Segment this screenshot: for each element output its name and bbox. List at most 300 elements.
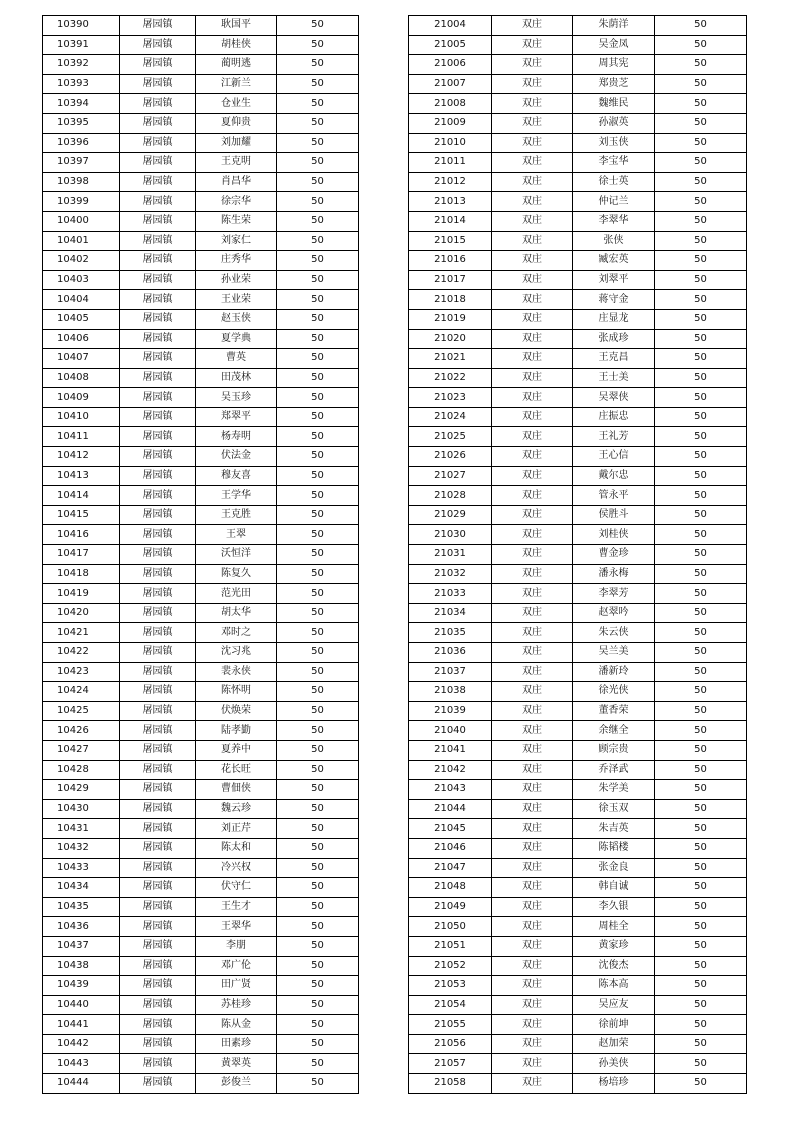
name-cell: 沈俊杰: [573, 956, 655, 976]
table-row: [43, 838, 359, 858]
name-cell: 余继全: [573, 721, 655, 741]
town-cell: 屠园镇: [120, 153, 196, 173]
town-cell: 屠园镇: [120, 192, 196, 212]
amount-cell: 50: [655, 780, 747, 800]
table-row: [409, 309, 747, 329]
town-cell: 屠园镇: [120, 16, 196, 36]
name-cell: 徐士英: [573, 172, 655, 192]
table-row: [409, 956, 747, 976]
name-cell: 吴金凤: [573, 35, 655, 55]
amount-cell: 50: [655, 701, 747, 721]
name-cell: 陈复久: [196, 564, 277, 584]
id-cell: 10409: [43, 388, 120, 408]
name-cell: 管永平: [573, 486, 655, 506]
id-cell: 21053: [409, 976, 492, 996]
town-cell: 屠园镇: [120, 505, 196, 525]
name-cell: 朱学美: [573, 780, 655, 800]
name-cell: 臧宏英: [573, 251, 655, 271]
name-cell: 刘家仁: [196, 231, 277, 251]
name-cell: 乔泽武: [573, 760, 655, 780]
table-row: [409, 662, 747, 682]
town-cell: 双庄: [492, 682, 573, 702]
table-row: [43, 153, 359, 173]
town-cell: 双庄: [492, 917, 573, 937]
amount-cell: 50: [277, 368, 359, 388]
id-cell: 10410: [43, 407, 120, 427]
town-cell: 双庄: [492, 858, 573, 878]
id-cell: 10432: [43, 838, 120, 858]
table-row: [43, 133, 359, 153]
id-cell: 10426: [43, 721, 120, 741]
table-row: [43, 584, 359, 604]
amount-cell: 50: [655, 16, 747, 36]
town-cell: 双庄: [492, 55, 573, 75]
town-cell: 双庄: [492, 329, 573, 349]
id-cell: 21011: [409, 153, 492, 173]
id-cell: 21030: [409, 525, 492, 545]
amount-cell: 50: [655, 211, 747, 231]
town-cell: 双庄: [492, 564, 573, 584]
name-cell: 赵玉侠: [196, 309, 277, 329]
town-cell: 屠园镇: [120, 251, 196, 271]
table-row: [43, 956, 359, 976]
amount-cell: 50: [277, 486, 359, 506]
amount-cell: 50: [655, 897, 747, 917]
left-table-body: [43, 16, 359, 1094]
table-row: [409, 251, 747, 271]
name-cell: 王克胜: [196, 505, 277, 525]
name-cell: 王心信: [573, 447, 655, 467]
table-row: [409, 838, 747, 858]
town-cell: 屠园镇: [120, 897, 196, 917]
table-row: [43, 623, 359, 643]
id-cell: 21046: [409, 838, 492, 858]
table-row: [43, 388, 359, 408]
id-cell: 21037: [409, 662, 492, 682]
town-cell: 屠园镇: [120, 427, 196, 447]
name-cell: 曹金珍: [573, 545, 655, 565]
id-cell: 10430: [43, 799, 120, 819]
id-cell: 10418: [43, 564, 120, 584]
name-cell: 魏云珍: [196, 799, 277, 819]
amount-cell: 50: [277, 995, 359, 1015]
table-row: [43, 55, 359, 75]
id-cell: 21029: [409, 505, 492, 525]
name-cell: 田茂林: [196, 368, 277, 388]
amount-cell: 50: [277, 701, 359, 721]
id-cell: 21050: [409, 917, 492, 937]
table-row: [43, 1074, 359, 1094]
table-row: [43, 251, 359, 271]
amount-cell: 50: [277, 407, 359, 427]
town-cell: 双庄: [492, 819, 573, 839]
table-row: [409, 603, 747, 623]
town-cell: 双庄: [492, 740, 573, 760]
table-row: [409, 466, 747, 486]
table-row: [409, 976, 747, 996]
name-cell: 徐宗华: [196, 192, 277, 212]
table-row: [43, 113, 359, 133]
name-cell: 郑翠平: [196, 407, 277, 427]
name-cell: 胡太华: [196, 603, 277, 623]
name-cell: 黄家珍: [573, 936, 655, 956]
id-cell: 10439: [43, 976, 120, 996]
table-row: [409, 682, 747, 702]
amount-cell: 50: [277, 976, 359, 996]
town-cell: 屠园镇: [120, 819, 196, 839]
amount-cell: 50: [277, 329, 359, 349]
name-cell: 王士美: [573, 368, 655, 388]
table-row: [409, 897, 747, 917]
town-cell: 双庄: [492, 349, 573, 369]
town-cell: 双庄: [492, 388, 573, 408]
id-cell: 10428: [43, 760, 120, 780]
id-cell: 10401: [43, 231, 120, 251]
name-cell: 陈本高: [573, 976, 655, 996]
name-cell: 裴永侠: [196, 662, 277, 682]
table-row: [409, 525, 747, 545]
table-row: [43, 368, 359, 388]
amount-cell: 50: [655, 94, 747, 114]
name-cell: 邓时之: [196, 623, 277, 643]
amount-cell: 50: [655, 368, 747, 388]
table-row: [43, 545, 359, 565]
town-cell: 双庄: [492, 368, 573, 388]
amount-cell: 50: [655, 447, 747, 467]
town-cell: 屠园镇: [120, 525, 196, 545]
name-cell: 徐光侠: [573, 682, 655, 702]
table-row: [409, 721, 747, 741]
id-cell: 21045: [409, 819, 492, 839]
amount-cell: 50: [277, 427, 359, 447]
name-cell: 朱云侠: [573, 623, 655, 643]
id-cell: 21013: [409, 192, 492, 212]
amount-cell: 50: [655, 505, 747, 525]
amount-cell: 50: [277, 623, 359, 643]
town-cell: 屠园镇: [120, 113, 196, 133]
id-cell: 10425: [43, 701, 120, 721]
name-cell: 刘翠平: [573, 270, 655, 290]
amount-cell: 50: [277, 643, 359, 663]
town-cell: 双庄: [492, 231, 573, 251]
table-row: [409, 74, 747, 94]
id-cell: 10429: [43, 780, 120, 800]
table-row: [43, 976, 359, 996]
town-cell: 双庄: [492, 290, 573, 310]
town-cell: 双庄: [492, 133, 573, 153]
id-cell: 10416: [43, 525, 120, 545]
amount-cell: 50: [655, 956, 747, 976]
amount-cell: 50: [277, 94, 359, 114]
table-row: [43, 819, 359, 839]
id-cell: 10404: [43, 290, 120, 310]
amount-cell: 50: [655, 329, 747, 349]
amount-cell: 50: [277, 388, 359, 408]
id-cell: 10398: [43, 172, 120, 192]
name-cell: 徐玉双: [573, 799, 655, 819]
id-cell: 21033: [409, 584, 492, 604]
id-cell: 10412: [43, 447, 120, 467]
amount-cell: 50: [655, 603, 747, 623]
town-cell: 双庄: [492, 172, 573, 192]
id-cell: 10443: [43, 1054, 120, 1074]
amount-cell: 50: [277, 936, 359, 956]
amount-cell: 50: [655, 1015, 747, 1035]
name-cell: 魏维民: [573, 94, 655, 114]
table-row: [409, 290, 747, 310]
table-row: [409, 192, 747, 212]
table-row: [43, 427, 359, 447]
amount-cell: 50: [655, 388, 747, 408]
amount-cell: 50: [655, 643, 747, 663]
id-cell: 21036: [409, 643, 492, 663]
amount-cell: 50: [655, 917, 747, 937]
id-cell: 21039: [409, 701, 492, 721]
id-cell: 10390: [43, 16, 120, 36]
amount-cell: 50: [277, 838, 359, 858]
name-cell: 王翠: [196, 525, 277, 545]
id-cell: 10403: [43, 270, 120, 290]
amount-cell: 50: [277, 447, 359, 467]
town-cell: 双庄: [492, 701, 573, 721]
name-cell: 刘加耀: [196, 133, 277, 153]
id-cell: 21012: [409, 172, 492, 192]
amount-cell: 50: [655, 113, 747, 133]
id-cell: 10434: [43, 878, 120, 898]
name-cell: 朱荫洋: [573, 16, 655, 36]
name-cell: 陈生荣: [196, 211, 277, 231]
table-row: [43, 721, 359, 741]
town-cell: 双庄: [492, 35, 573, 55]
town-cell: 屠园镇: [120, 329, 196, 349]
town-cell: 双庄: [492, 780, 573, 800]
amount-cell: 50: [655, 976, 747, 996]
name-cell: 王翠华: [196, 917, 277, 937]
town-cell: 双庄: [492, 956, 573, 976]
table-row: [43, 936, 359, 956]
name-cell: 伏法金: [196, 447, 277, 467]
table-row: [43, 290, 359, 310]
name-cell: 张侠: [573, 231, 655, 251]
id-cell: 21043: [409, 780, 492, 800]
table-row: [409, 55, 747, 75]
name-cell: 孙业荣: [196, 270, 277, 290]
table-row: [409, 858, 747, 878]
amount-cell: 50: [277, 251, 359, 271]
town-cell: 双庄: [492, 505, 573, 525]
id-cell: 21041: [409, 740, 492, 760]
amount-cell: 50: [277, 545, 359, 565]
town-cell: 屠园镇: [120, 466, 196, 486]
town-cell: 屠园镇: [120, 603, 196, 623]
town-cell: 屠园镇: [120, 838, 196, 858]
name-cell: 夏养中: [196, 740, 277, 760]
name-cell: 董香荣: [573, 701, 655, 721]
town-cell: 双庄: [492, 447, 573, 467]
amount-cell: 50: [277, 682, 359, 702]
id-cell: 21047: [409, 858, 492, 878]
amount-cell: 50: [655, 35, 747, 55]
table-row: [43, 466, 359, 486]
table-row: [409, 1015, 747, 1035]
town-cell: 屠园镇: [120, 564, 196, 584]
amount-cell: 50: [655, 1074, 747, 1094]
table-row: [409, 407, 747, 427]
amount-cell: 50: [277, 1034, 359, 1054]
town-cell: 屠园镇: [120, 623, 196, 643]
amount-cell: 50: [277, 505, 359, 525]
town-cell: 双庄: [492, 623, 573, 643]
name-cell: 侯胜斗: [573, 505, 655, 525]
id-cell: 10405: [43, 309, 120, 329]
town-cell: 屠园镇: [120, 1054, 196, 1074]
amount-cell: 50: [277, 897, 359, 917]
id-cell: 10408: [43, 368, 120, 388]
table-row: [43, 701, 359, 721]
town-cell: 双庄: [492, 799, 573, 819]
town-cell: 双庄: [492, 525, 573, 545]
id-cell: 21022: [409, 368, 492, 388]
town-cell: 屠园镇: [120, 388, 196, 408]
name-cell: 韩自诚: [573, 878, 655, 898]
id-cell: 21008: [409, 94, 492, 114]
table-row: [43, 270, 359, 290]
town-cell: 屠园镇: [120, 721, 196, 741]
name-cell: 李翠芳: [573, 584, 655, 604]
town-cell: 双庄: [492, 643, 573, 663]
town-cell: 屠园镇: [120, 133, 196, 153]
id-cell: 21028: [409, 486, 492, 506]
name-cell: 徐前坤: [573, 1015, 655, 1035]
table-row: [409, 740, 747, 760]
name-cell: 邓广伦: [196, 956, 277, 976]
town-cell: 双庄: [492, 760, 573, 780]
name-cell: 冷兴权: [196, 858, 277, 878]
table-row: [409, 780, 747, 800]
table-row: [409, 545, 747, 565]
town-cell: 屠园镇: [120, 368, 196, 388]
town-cell: 屠园镇: [120, 976, 196, 996]
amount-cell: 50: [277, 584, 359, 604]
table-row: [409, 447, 747, 467]
table-row: [43, 1034, 359, 1054]
town-cell: 双庄: [492, 1054, 573, 1074]
town-cell: 双庄: [492, 584, 573, 604]
name-cell: 庄振忠: [573, 407, 655, 427]
id-cell: 10444: [43, 1074, 120, 1094]
id-cell: 10427: [43, 740, 120, 760]
name-cell: 吴玉珍: [196, 388, 277, 408]
table-row: [409, 16, 747, 36]
town-cell: 双庄: [492, 897, 573, 917]
amount-cell: 50: [655, 662, 747, 682]
table-row: [409, 35, 747, 55]
table-row: [409, 505, 747, 525]
name-cell: 王生才: [196, 897, 277, 917]
amount-cell: 50: [655, 251, 747, 271]
town-cell: 屠园镇: [120, 349, 196, 369]
name-cell: 李翠华: [573, 211, 655, 231]
id-cell: 10435: [43, 897, 120, 917]
table-row: [43, 603, 359, 623]
amount-cell: 50: [277, 740, 359, 760]
name-cell: 蔺明逃: [196, 55, 277, 75]
name-cell: 张金良: [573, 858, 655, 878]
id-cell: 21058: [409, 1074, 492, 1094]
town-cell: 屠园镇: [120, 936, 196, 956]
town-cell: 双庄: [492, 466, 573, 486]
town-cell: 双庄: [492, 976, 573, 996]
name-cell: 伏焕荣: [196, 701, 277, 721]
table-row: [409, 270, 747, 290]
town-cell: 双庄: [492, 270, 573, 290]
table-row: [409, 760, 747, 780]
name-cell: 陈太和: [196, 838, 277, 858]
town-cell: 屠园镇: [120, 486, 196, 506]
id-cell: 10421: [43, 623, 120, 643]
name-cell: 耿国平: [196, 16, 277, 36]
name-cell: 范光田: [196, 584, 277, 604]
amount-cell: 50: [655, 838, 747, 858]
id-cell: 21038: [409, 682, 492, 702]
id-cell: 10438: [43, 956, 120, 976]
table-row: [43, 643, 359, 663]
table-row: [43, 231, 359, 251]
amount-cell: 50: [277, 603, 359, 623]
id-cell: 21007: [409, 74, 492, 94]
amount-cell: 50: [277, 74, 359, 94]
id-cell: 10393: [43, 74, 120, 94]
id-cell: 10394: [43, 94, 120, 114]
town-cell: 屠园镇: [120, 956, 196, 976]
name-cell: 王礼芳: [573, 427, 655, 447]
id-cell: 21048: [409, 878, 492, 898]
id-cell: 10433: [43, 858, 120, 878]
table-row: [409, 564, 747, 584]
amount-cell: 50: [277, 55, 359, 75]
name-cell: 肖昌华: [196, 172, 277, 192]
town-cell: 屠园镇: [120, 995, 196, 1015]
table-row: [43, 1015, 359, 1035]
id-cell: 10422: [43, 643, 120, 663]
table-row: [43, 799, 359, 819]
id-cell: 10411: [43, 427, 120, 447]
name-cell: 李宝华: [573, 153, 655, 173]
amount-cell: 50: [277, 1054, 359, 1074]
id-cell: 21004: [409, 16, 492, 36]
name-cell: 吴兰美: [573, 643, 655, 663]
town-cell: 屠园镇: [120, 858, 196, 878]
town-cell: 双庄: [492, 407, 573, 427]
town-cell: 双庄: [492, 936, 573, 956]
table-row: [43, 505, 359, 525]
amount-cell: 50: [655, 936, 747, 956]
id-cell: 21017: [409, 270, 492, 290]
town-cell: 双庄: [492, 995, 573, 1015]
amount-cell: 50: [277, 956, 359, 976]
id-cell: 21054: [409, 995, 492, 1015]
town-cell: 屠园镇: [120, 270, 196, 290]
table-row: [409, 113, 747, 133]
name-cell: 田广贤: [196, 976, 277, 996]
amount-cell: 50: [277, 799, 359, 819]
town-cell: 屠园镇: [120, 35, 196, 55]
town-cell: 屠园镇: [120, 584, 196, 604]
id-cell: 21034: [409, 603, 492, 623]
town-cell: 双庄: [492, 603, 573, 623]
town-cell: 双庄: [492, 662, 573, 682]
right-table-body: [409, 16, 747, 1094]
